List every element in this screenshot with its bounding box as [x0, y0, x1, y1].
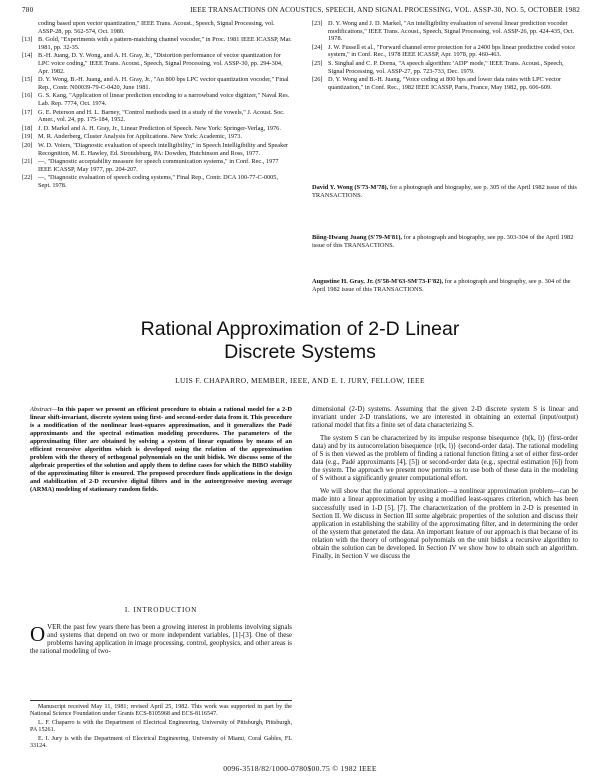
reference-item: [26] D. Y. Wong and B.-H. Juang, "Voice coding at 800 bps and lower data rates with LPC vector quantization," in Conf. Rec., 1982 IEEE ICASSP, Paris, France, May 1982, pp. 606-609.: [312, 76, 562, 91]
footnote: E. I. Jury is with the Department of Electrical Engineering, University of Miami, Coral Gables, FL 33124.: [30, 735, 292, 750]
reference-item: [15] D. Y. Wong, B.-H. Juang, and A. H. Gray, Jr., "An 800 bps LPC vector quantization vocoder," Final Rep., Contr. N00039-79-C-0420, June 1981.: [22, 76, 289, 91]
reference-item: [18] J. D. Markel and A. H. Gray, Jr., Linear Prediction of Speech. New York: Springer-Verlag, 1976.: [22, 124, 281, 132]
reference-item: [20] W. D. Voiers, "Diagnostic evaluation of speech intelligibility," in Speech Intelligibility and Speaker Recognition, M. E. Hawley, Ed. Stroudsburg, PA: Dowden, Hutchinson and Ross, 1977.: [22, 141, 289, 157]
reference-item: [17] G. E. Peterson and H. L. Barney, "Control methods used in a study of the vowels," J. Acoust. Soc. Amer., vol. 24, pp. 175-184, 1952.: [22, 108, 285, 124]
footnote-rule: [30, 700, 292, 701]
author-bio: Biing-Hwang Juang (S'79-M'81), for a photograph and biography, see pp. 303-304 of the April 1982 issue of this TRANSACTIONS.: [312, 234, 574, 249]
abstract-text: In this paper we present an efficient procedure to obtain a rational model for a 2-D linear shift-invariant, discrete system using first- and second-order data from it. This procedure is a modification of the nonlinear least-squares approximation, and it generalizes the Padé approximants and the spectral estimation modeling procedures. The parameters of the approximating filter are obtained by solving a system of linear equations by means of an efficient recursive algorithm which is developed using the relation of the approximation problem with the theory of orthogonal polynomials on the unit bidisk. We discuss some of the algebraic properties of the solution and apply them to define cases for which the BIBO stability of the approximating filter is ensured. The proposed procedure finds applications in the design and stabilization of 2-D recursive digital filters and in the autoregressive moving average (ARMA) modeling of stationary random fields.: [30, 406, 292, 494]
journal-header: IEEE TRANSACTIONS ON ACOUSTICS, SPEECH, AND SIGNAL PROCESSING, VOL. ASSP-30, NO. 5, OCTOBER 1982: [190, 6, 580, 14]
footnote: L. F. Chaparro is with the Department of Electrical Engineering, University of Pittsburgh, Pittsburgh, PA 15261.: [30, 719, 292, 734]
references-left-column: [22, 20, 292, 190]
reference-item: [14] B.-H. Juang, D. Y. Wong, and A. H. Gray, Jr., "Distortion performance of vector quantization for LPC voice coding," IEEE Trans. Acoust., Speech, Signal Processing, vol. ASSP-30, pp. 294-304, Apr. 1982.: [22, 52, 283, 75]
title-line: Rational Approximation of 2-D Linear: [140, 318, 460, 340]
page-number: 780: [22, 6, 34, 14]
abstract: [30, 406, 292, 495]
abstract-label: Abstract—: [30, 406, 58, 413]
reference-item: [21] —, "Diagnostic acceptability measure for speech communication systems," in Conf. Rec., 1977 IEEE ICASSP, May 1977, pp. 204-207.: [22, 158, 279, 173]
introduction-text: OVER the past few years there has been a growing interest in problems involving signals and systems that depend on two or more independent variables, [1]-[3]. One of these problems having application in image processing, control, geophysics, and other areas is the rational modeling of two-: [30, 622, 292, 656]
reference-item: [23] D. Y. Wong and J. D. Markel, "An intelligibility evaluation of several linear prediction vocoder modifications," IEEE Trans. Acoust., Speech, Signal Processing, vol. ASSP-26, pp. 424-435, Oct. 1978.: [312, 20, 575, 43]
reference-item: [24] J. W. Fussell et al., "Forward channel error protection for a 2400 bps linear predictive coded voice system," in Conf. Rec., 1978 IEEE ICASSP, Apr. 1978, pp. 460-463.: [312, 43, 576, 59]
copyright-line: 0096-3518/82/1000-0780$00.75 © 1982 IEEE: [223, 764, 377, 773]
footnote: Manuscript received May 11, 1981; revised April 25, 1982. This work was supported in part by the National Science Foundation under Grants ECS-8105968 and ECS-8116547.: [30, 704, 292, 718]
reference-item: [22] —, "Diagnostic evaluation of speech coding systems," Final Rep., Contr. DCA 100-77-C-0005, Sept. 1978.: [22, 174, 279, 189]
running-head: [22, 6, 580, 18]
section-heading: I. INTRODUCTION: [124, 606, 198, 614]
reference-item: coding based upon vector quantization," IEEE Trans. Acoust., Speech, Signal Processing, vol. ASSP-28, pp. 562-574, Oct. 1980.: [38, 20, 275, 35]
author-bio: David Y. Wong (S'73-M'78), for a photograph and biography, see p. 305 of the April 1982 issue of this TRANSACTIONS.: [312, 184, 577, 199]
paper-title: [60, 318, 540, 364]
paper-authors: LUIS F. CHAPARRO, MEMBER, IEEE, AND E. I. JURY, FELLOW, IEEE: [175, 376, 425, 385]
paragraph: The system S can be characterized by its impulse response bisequence {h(k, l)} (first-order data) and by its autocorrelation bisequence {r(k, l)} (second-order data). The rational modeling of S is then viewed as the problem of finding a rational function fitting a set of either first-order data (e.g., Padé approximants [4], [5]) or second-order data (e.g., spectral estimation [6]) from the system. The approach we present now permits us to use both of these data in the modeling of S without a significantly greater computational effort.: [312, 435, 578, 483]
references-right-column: [312, 20, 578, 92]
reference-item: [13] B. Gold, "Experiments with a pattern-matching channel vocoder," in Proc. 1981 IEEE ICASSP, Mar. 1981, pp. 32-35.: [22, 36, 292, 51]
footnotes: [30, 704, 292, 751]
author-bio: Augustine H. Gray, Jr. (S'58-M'63-SM'73-F'82), for a photograph and biography, see p. 304 of the April 1982 issue of this TRANSACTIONS.: [312, 278, 571, 293]
reference-item: [25] S. Singhal and C. P. Dorna, "A speech algorithm: 'ADP' mode," IEEE Trans. Acoust., Speech, Signal Processing, vol. ASSP-27, pp. 723-733, Dec. 1979.: [312, 59, 564, 75]
title-line: Discrete Systems: [224, 341, 376, 363]
paragraph: We will show that the rational approximation—a nonlinear approximation problem—can be made into a linear approximation by using a modified least-squares criterion, which has been successfully used in 1-D [5], [7]. The characterization of the problem in 2-D is presented in Section II. We discuss in Section III some algebraic properties of the solution and discuss their application in establishing the stability of the approximating filter, and in determining the order of the system that generated the data. An important feature of our approach is that because of its relation with the theory of orthogonal polynomials on the unit bidisk a recursive algorithm to obtain the solution can be developed. In Section IV we show how to obtain such an algorithm. Finally, in Section V we discuss the: [312, 488, 578, 560]
reference-item: [19] M. R. Anderberg, Cluster Analysis for Applications. New York: Academic, 1973.: [22, 133, 242, 141]
paragraph: dimensional (2-D) systems. Assuming that the given 2-D discrete system S is linear and invariant under 2-D translations, we are interested in obtaining an external (input/output) rational model that fits a finite set of data characterizing S.: [312, 406, 578, 430]
reference-item: [16] G. S. Kang, "Application of linear prediction encoding to a narrowband voice digitizer," Naval Res. Lab. Rep. 7774, Oct. 1974.: [22, 92, 290, 107]
body-text-right-column: [312, 406, 578, 566]
drop-cap: O: [30, 622, 46, 646]
